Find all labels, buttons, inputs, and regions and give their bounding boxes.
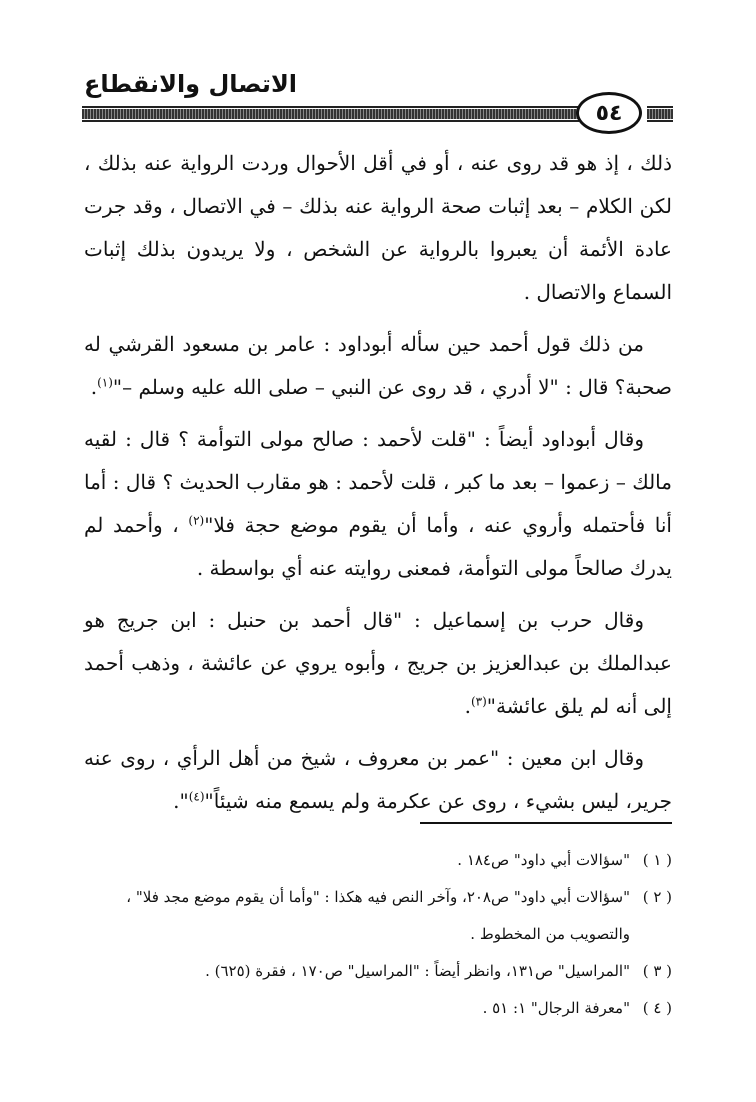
footnote-4 — [84, 990, 672, 1027]
paragraph-text-continued: ، وأحمد لم يدرك صالحاً مولى التوأمة، فمعنى روايته عنه أي بواسطة . — [84, 513, 672, 580]
paragraph-text: وقال حرب بن إسماعيل : "قال أحمد بن حنبل : ابن جريج هو عبدالملك بن عبدالعزيز بن جريج ، وأبوه يروي عن عائشة ، وذهب أحمد إلى أنه لم يلق عائشة" — [84, 608, 672, 718]
footnote-separator — [420, 822, 672, 824]
paragraph-tail: . — [464, 694, 471, 718]
footnote-number: ( ٤ ) — [642, 999, 672, 1017]
header-rule-left — [82, 109, 579, 119]
header-rule-right — [647, 109, 673, 119]
paragraph-2 — [84, 323, 672, 409]
paragraph-5 — [84, 737, 672, 823]
footnotes — [84, 842, 672, 1027]
footnote-text: "سؤالات أبي داود" ص٢٠٨، وآخر النص فيه هكذا : "وأما أن يقوم موضع مجد فلا" ، والتصويب من المخطوط . — [126, 888, 630, 943]
paragraph-tail: ". — [173, 789, 189, 813]
paragraph-text: وقال أبوداود أيضاً : "قلت لأحمد : صالح مولى التوأمة ؟ قال : لقيه مالك – زعموا – بعد ما كبر ، قلت لأحمد : هو مقارب الحديث ؟ قال : أما أنا فأحتمله وأروي عنه ، وأما أن يقوم موضع حجة فلا" — [84, 427, 672, 537]
footnote-ref: (٣) — [470, 694, 487, 709]
paragraph-text: وقال ابن معين : "عمر بن معروف ، شيخ من أهل الرأي ، روى عنه جرير، ليس بشيء ، روى عن عكرمة ولم يسمع منه شيئاً" — [84, 746, 672, 813]
paragraph-text: ذلك ، إذ هو قد روى عنه ، أو في أقل الأحوال وردت الرواية عنه بذلك ، لكن الكلام – بعد إثبات صحة الرواية عنه بذلك – في الاتصال ، وقد جرت عادة الأئمة أن يعبروا بالرواية عن الشخص ، ولا يريدون بذلك إثبات السماع والاتصال . — [84, 151, 672, 304]
footnote-3 — [84, 953, 672, 990]
footnote-ref: (١) — [97, 375, 113, 390]
footnote-ref: (٢) — [188, 513, 205, 528]
paragraph-4 — [84, 599, 672, 728]
paragraph-text: من ذلك قول أحمد حين سأله أبوداود : عامر بن مسعود القرشي له صحبة؟ قال : "لا أدري ، قد روى عن النبي – صلى الله عليه وسلم –" — [84, 332, 672, 399]
paragraph-tail: . — [90, 375, 98, 399]
footnote-text: "معرفة الرجال" ١: ٥١ . — [482, 999, 630, 1017]
footnote-1 — [84, 842, 672, 879]
footnote-text: "المراسيل" ص١٣١، وانظر أيضاً : "المراسيل" ص١٧٠ ، فقرة (٦٢٥) . — [205, 962, 630, 980]
footnote-ref: (٤) — [188, 789, 205, 804]
footnote-text: "سؤالات أبي داود" ص١٨٤ . — [457, 851, 630, 869]
paragraph-1 — [84, 142, 672, 314]
footnote-2 — [84, 879, 672, 953]
body-text — [84, 142, 672, 832]
footnote-number: ( ٢ ) — [642, 888, 672, 906]
footnote-number: ( ٣ ) — [642, 962, 672, 980]
page-number: ٥٤ — [576, 92, 642, 134]
paragraph-3 — [84, 418, 672, 590]
footnote-number: ( ١ ) — [642, 851, 672, 869]
running-title: الاتصال والانقطاع — [84, 70, 298, 98]
